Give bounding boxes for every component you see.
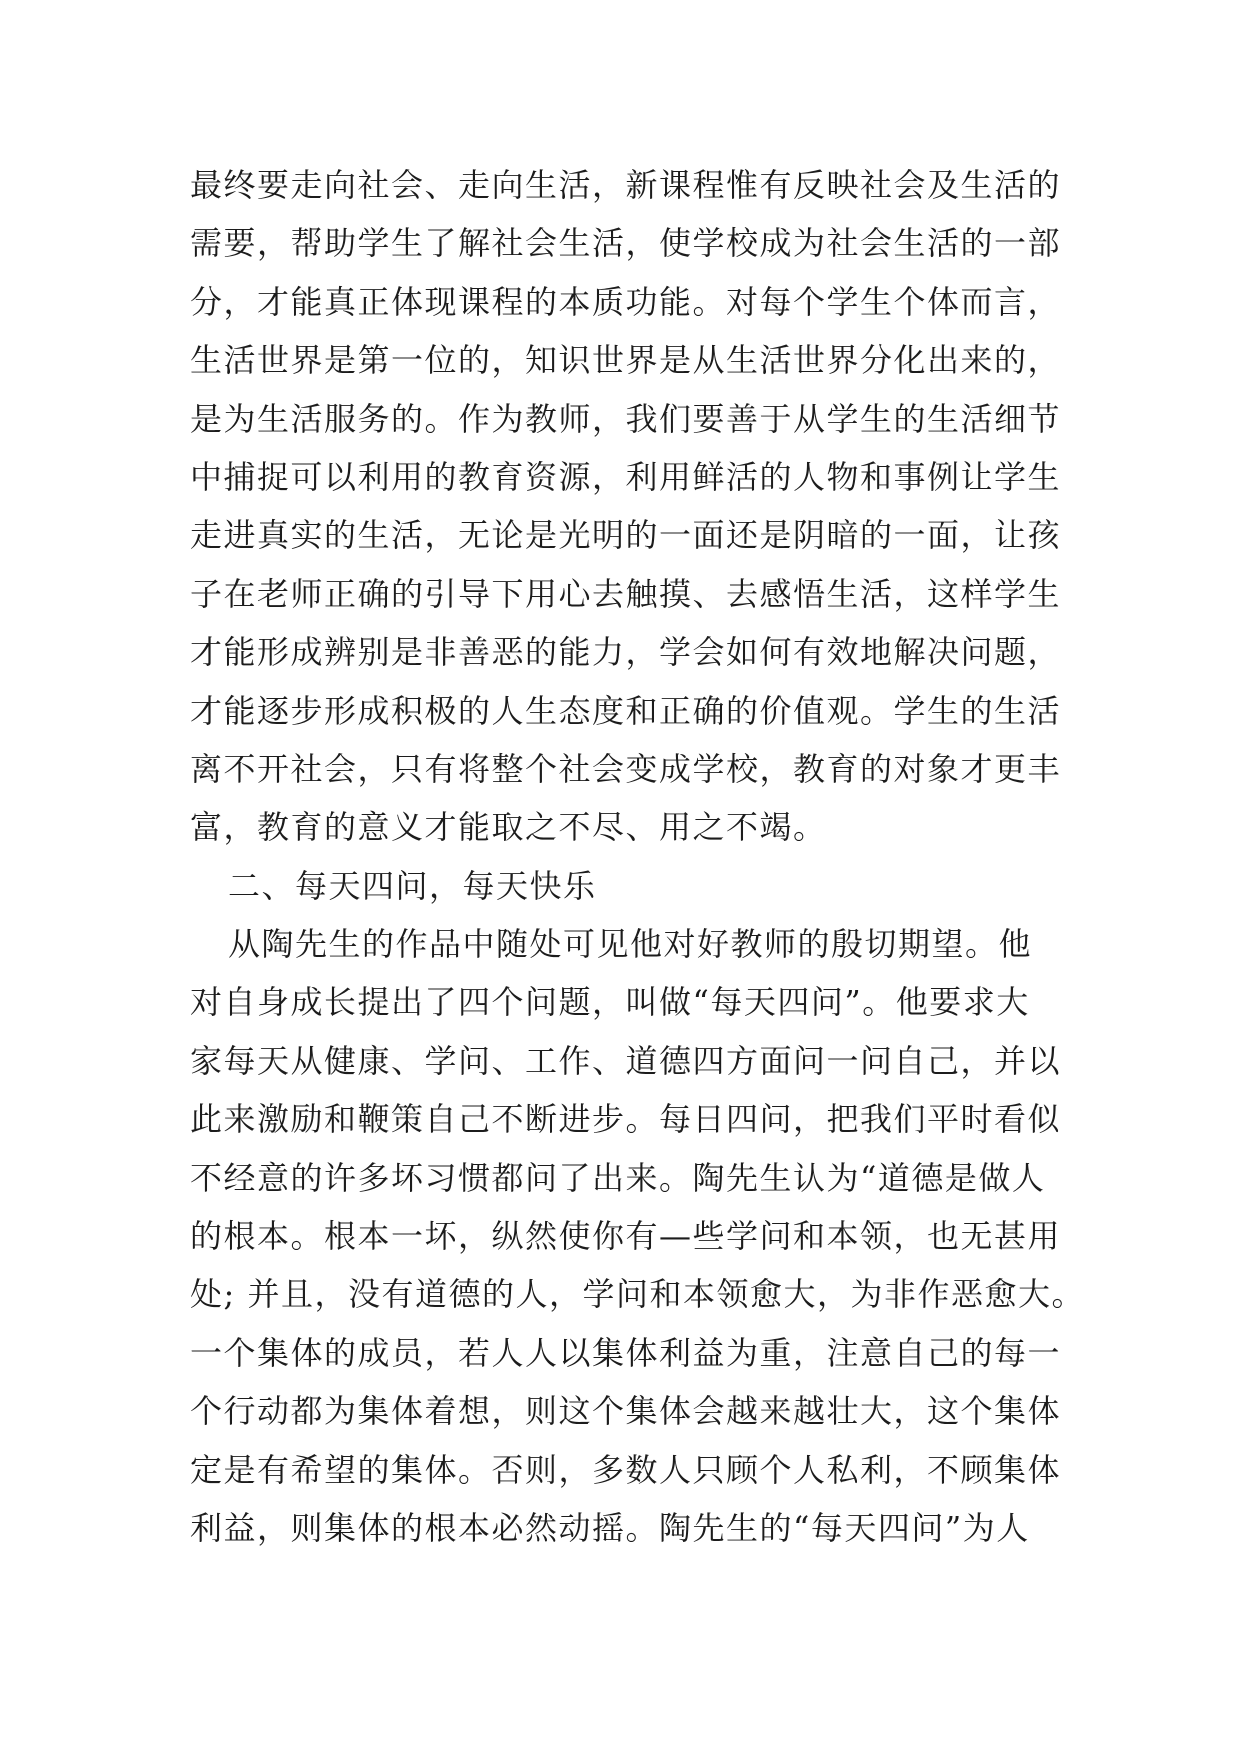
- text-line: 从陶先生的作品中随处可见他对好教师的殷切期望。他: [228, 925, 1033, 964]
- text-line: 处; 并且，没有道德的人，学问和本领愈大，为非作恶愈大。: [190, 1275, 1085, 1314]
- text-line: 的根本。根本一坏，纵然使你有—些学问和本领，也无甚用: [190, 1217, 1062, 1256]
- text-line: 是为生活服务的。作为教师，我们要善于从学生的生活细节: [190, 399, 1062, 438]
- text-line: 最终要走向社会、走向生活，新课程惟有反映社会及生活的: [190, 166, 1062, 204]
- text-line: 此来激励和鞭策自己不断进步。每日四问，把我们平时看似: [190, 1100, 1062, 1139]
- text-line: 富，教育的意义才能取之不尽、用之不竭。: [190, 808, 827, 847]
- text-line: 走进真实的生活，无论是光明的一面还是阴暗的一面，让孩: [190, 516, 1062, 555]
- text-line: 利益，则集体的根本必然动摇。陶先生的“每天四问”为人: [190, 1508, 1030, 1547]
- text-line: 一个集体的成员，若人人以集体利益为重，注意自己的每一: [190, 1333, 1062, 1372]
- text-line: 需要，帮助学生了解社会生活，使学校成为社会生活的一部: [190, 224, 1062, 263]
- text-line: 家每天从健康、学问、工作、道德四方面问一问自己，并以: [190, 1041, 1062, 1080]
- text-line: 才能逐步形成积极的人生态度和正确的价值观。学生的生活: [190, 691, 1062, 730]
- text-line: 生活世界是第一位的，知识世界是从生活世界分化出来的，: [190, 341, 1062, 380]
- text-line: 不经意的许多坏习惯都问了出来。陶先生认为“道德是做人: [190, 1158, 1046, 1197]
- text-line: 子在老师正确的引导下用心去触摸、去感悟生活，这样学生: [190, 574, 1062, 613]
- text-line: 个行动都为集体着想，则这个集体会越来越壮大，这个集体: [190, 1392, 1062, 1431]
- text-line: 离不开社会，只有将整个社会变成学校，教育的对象才更丰: [190, 749, 1062, 788]
- text-line: 定是有希望的集体。否则，多数人只顾个人私利，不顾集体: [190, 1450, 1062, 1489]
- document-body: [190, 156, 1090, 1557]
- text-line: 才能形成辨别是非善恶的能力，学会如何有效地解决问题，: [190, 633, 1062, 672]
- text-line: 对自身成长提出了四个问题，叫做“每天四问”。他要求大: [190, 983, 1030, 1022]
- section-heading: 二、每天四问，每天快乐: [228, 866, 597, 905]
- text-line: 分，才能真正体现课程的本质功能。对每个学生个体而言，: [190, 282, 1062, 321]
- text-line: 中捕捉可以利用的教育资源，利用鲜活的人物和事例让学生: [190, 457, 1062, 496]
